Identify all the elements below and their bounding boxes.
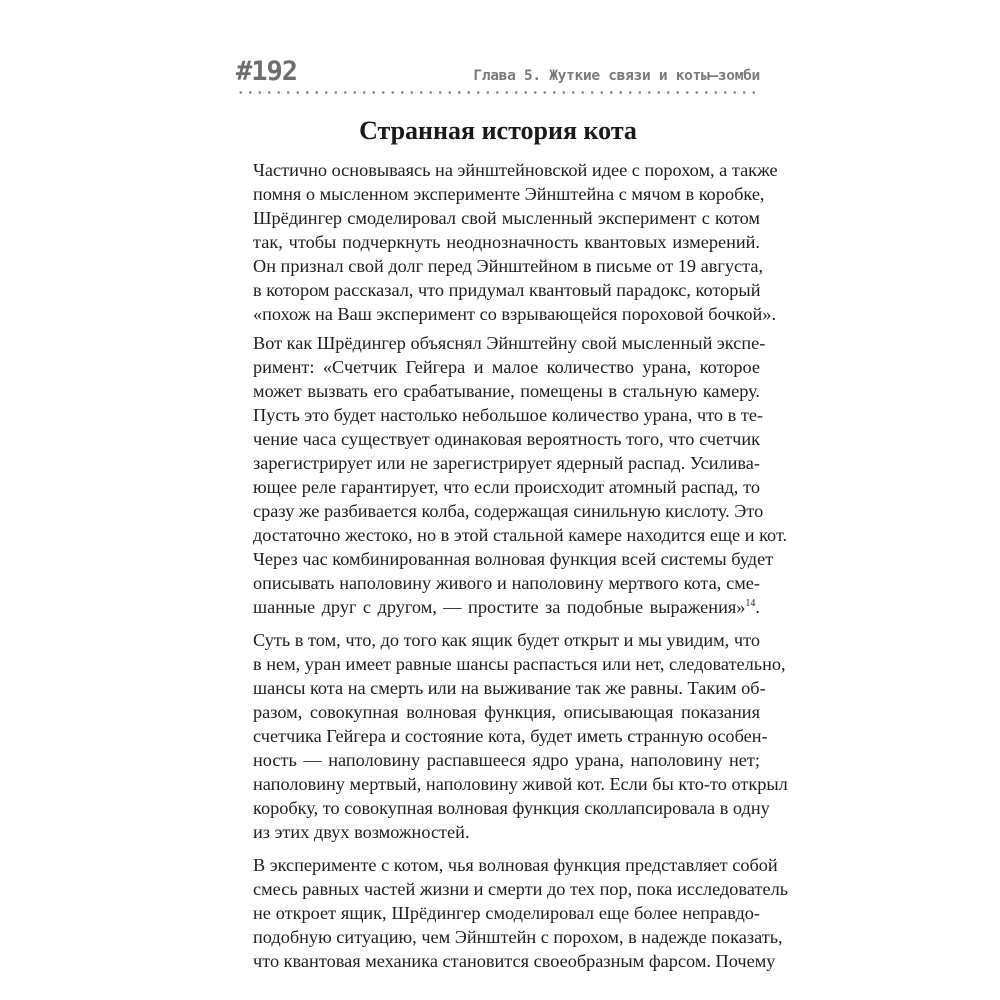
text-line: смесь равных частей жизни и смерти до тех пор, пока исследователь [253, 879, 789, 899]
text-line: «похож на Ваш эксперимент со взрывающейся пороховой бочкой». [253, 304, 777, 324]
text-line: Пусть это будет настолько небольшое количество урана, что в те- [253, 405, 764, 425]
text-line: что квантовая механика становится своеобразным фарсом. Почему [253, 951, 776, 971]
text-line: Шрёдингер смоделировал свой мысленный эксперимент с котом [253, 208, 760, 228]
text-line [253, 595, 760, 619]
text-line: Суть в том, что, до того как ящик будет открыт и мы увидим, что [253, 630, 760, 650]
text-line: римент: «Счетчик Гейгера и малое количество урана, которое [253, 357, 760, 377]
text-line: подобную ситуацию, чем Эйнштейн с порохом, в надежде показать, [253, 927, 783, 947]
text-line: В эксперименте с котом, чья волновая функция представляет собой [253, 855, 778, 875]
text-line: Через час комбинированная волновая функция всей системы будет [253, 549, 774, 569]
running-header-chapter: Глава 5. Жуткие связи и коты–зомби [473, 68, 760, 84]
text-line: счетчика Гейгера и состояние кота, будет иметь странную особен- [253, 726, 768, 746]
text-line: не откроет ящик, Шрёдингер смоделировал еще более неправдо- [253, 903, 760, 923]
paragraph [253, 853, 789, 973]
text-line: ющее реле гарантирует, что если происходит атомный распад, то [253, 477, 760, 497]
dotted-divider [236, 91, 760, 94]
text-line: так, чтобы подчеркнуть неоднозначность квантовых измерений. [253, 232, 760, 252]
paragraph [253, 628, 788, 844]
text-line: чение часа существует одинаковая вероятность того, что счетчик [253, 429, 760, 449]
text-line: может вызвать его срабатывание, помещены в стальную камеру. [253, 381, 760, 401]
text-line: шансы кота на смерть или на выживание так же равны. Таким об- [253, 678, 766, 698]
text-line: Частично основываясь на эйнштейновской идее с порохом, а также [253, 160, 778, 180]
section-title: Странная история кота [359, 116, 637, 145]
body-text [253, 158, 789, 982]
text-line: сразу же разбивается колба, содержащая синильную кислоту. Это [253, 501, 764, 521]
page-number: #192 [236, 56, 298, 87]
text-line: коробку, то совокупная волновая функция сколлапсировала в одну [253, 798, 770, 818]
text-line: в нем, уран имеет равные шансы распасться или нет, следовательно, [253, 654, 786, 674]
footnote-marker[interactable]: 14 [745, 597, 756, 609]
text-line: разом, совокупная волновая функция, описывающая показания [253, 702, 760, 722]
text-line: наполовину мертвый, наполовину живой кот. Если бы кто-то открыл [253, 774, 788, 794]
text-line-content: шанные друг с другом, — простите за подобные выражения» [253, 597, 746, 617]
text-line: Вот как Шрёдингер объяснял Эйнштейну свой мысленный экспе- [253, 333, 766, 353]
footnote-tail: . [755, 597, 760, 617]
paragraph [253, 158, 778, 326]
text-line: зарегистрирует или не зарегистрирует ядерный распад. Усилива- [253, 453, 760, 473]
paragraph [253, 331, 788, 619]
text-line: Он признал свой долг перед Эйнштейном в письме от 19 августа, [253, 256, 764, 276]
text-line: из этих двух возможностей. [253, 822, 470, 842]
text-line: описывать наполовину живого и наполовину мертвого кота, сме- [253, 573, 760, 593]
text-line: помня о мысленном эксперименте Эйнштейна с мячом в коробке, [253, 184, 765, 204]
text-line: в котором рассказал, что придумал квантовый парадокс, который [253, 280, 761, 300]
text-line: достаточно жестоко, но в этой стальной камере находится еще и кот. [253, 525, 788, 545]
text-line: ность — наполовину распавшееся ядро урана, наполовину нет; [253, 750, 760, 770]
